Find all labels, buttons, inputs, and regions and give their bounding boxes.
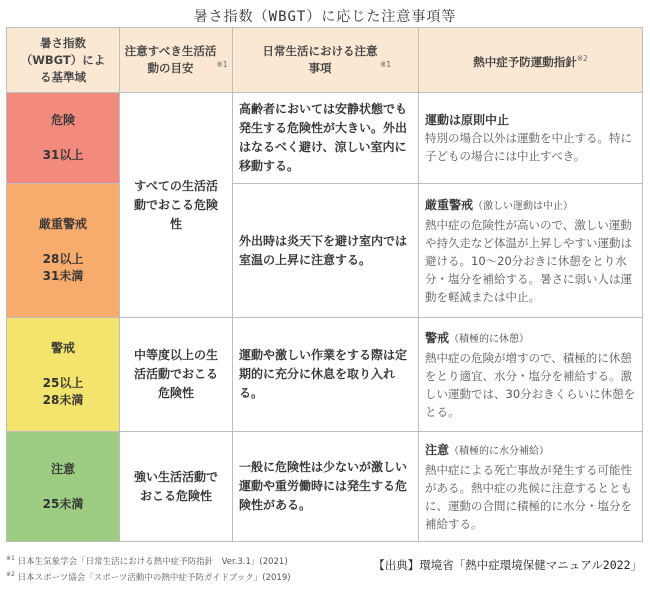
header-exercise-guideline	[419, 28, 643, 93]
exercise-body: 熱中症の危険性が高いので、激しい運動や持久走など体温が上昇しやすい運動は避ける。10～20分おきに休憩をとり水分・塩分を補給する。暑さに弱い人は運動を軽減または中止。	[425, 217, 632, 304]
daily-activity-cell	[120, 93, 233, 318]
footnote-1-mark: ※1	[6, 555, 15, 563]
footnote-mark: ※2	[576, 53, 588, 63]
header-wbgt-level	[7, 28, 120, 93]
daily-activity-text: すべての生活活動でおこる危険性	[133, 178, 218, 231]
level-name: 注意	[50, 461, 75, 476]
daily-life-text: 外出時は炎天下を避け室内では室温の上昇に注意する。	[239, 233, 408, 267]
level-range: 31未満	[42, 269, 84, 283]
exercise-sub: （激しい運動は中止）	[473, 200, 574, 212]
level-name: 危険	[50, 113, 75, 127]
level-range: 28未満	[42, 393, 84, 407]
exercise-body: 熱中症の危険が増すので、積極的に休憩をとり適宜、水分・塩分を補給する。激しい運動では、30分おきくらいに休憩をとる。	[425, 350, 636, 419]
footnote-2-mark: ※2	[6, 571, 15, 579]
level-cell-caution	[7, 432, 120, 542]
level-range: 25未満	[42, 496, 84, 511]
exercise-cell	[419, 93, 643, 184]
daily-life-text: 高齢者においては安静状態でも発生する危険性が大きい。外出はなるべく避け、涼しい室内に移動する。	[239, 102, 408, 173]
exercise-cell	[419, 318, 643, 432]
exercise-head: 厳重警戒	[425, 197, 474, 212]
level-row-danger	[7, 93, 643, 184]
header-wbgt-level-label: 暑さ指数（WBGT）による基準域	[20, 35, 106, 84]
wbgt-table	[6, 27, 643, 542]
header-daily-activity	[120, 28, 233, 93]
exercise-sub: （積極的に休憩）	[449, 333, 530, 345]
header-row	[7, 28, 643, 93]
exercise-sub: （積極的に水分補給）	[449, 445, 550, 457]
level-cell-severe	[7, 184, 120, 318]
exercise-cell	[419, 184, 643, 318]
level-row-warning	[7, 318, 643, 432]
level-row-severe	[7, 184, 643, 318]
level-range: 25以上	[42, 376, 84, 390]
level-range: 28以上	[42, 252, 84, 266]
daily-activity-text: 中等度以上の生活活動でおこる危険性	[133, 348, 218, 400]
daily-life-cell	[233, 432, 419, 542]
daily-life-cell	[233, 93, 419, 184]
level-name: 警戒	[50, 341, 75, 355]
level-row-caution	[7, 432, 643, 542]
daily-life-cell	[233, 318, 419, 432]
daily-life-cell	[233, 184, 419, 318]
daily-life-text: 運動や激しい作業をする際は定期的に充分に休息を取り入れる。	[239, 348, 408, 400]
level-name: 厳重警戒	[38, 217, 87, 231]
daily-activity-text: 強い生活活動でおこる危険性	[133, 469, 218, 503]
level-cell-warning	[7, 318, 120, 432]
page-title: 暑さ指数（WBGT）に応じた注意事項等	[193, 9, 457, 25]
footnote-1	[6, 555, 288, 567]
exercise-cell	[419, 432, 643, 542]
header-daily-life-label: 日常生活における注意事項	[262, 44, 378, 75]
level-range: 31以上	[42, 148, 84, 162]
header-daily-life	[233, 28, 419, 93]
header-exercise-guideline-label: 熱中症予防運動指針	[473, 54, 577, 69]
exercise-body: 熱中症による死亡事故が発生する可能性がある。熱中症の兆候に注意するとともに、運動の合間に積極的に水分・塩分を補給する。	[425, 462, 632, 531]
exercise-head: 警戒	[425, 330, 450, 345]
footnote-mark: ※1	[216, 60, 228, 70]
footnote-2	[6, 571, 291, 583]
footnote-1-text: 日本生気象学会「日常生活における熱中症予防指針 Ver.3.1」(2021)	[17, 557, 288, 567]
daily-activity-cell	[120, 318, 233, 432]
footnote-2-text: 日本スポーツ協会「スポーツ活動中の熱中症予防ガイドブック」(2019)	[17, 573, 291, 583]
exercise-head: 注意	[425, 442, 450, 457]
header-daily-activity-label: 注意すべき生活活動の目安	[124, 44, 217, 75]
daily-activity-cell	[120, 432, 233, 542]
daily-life-text: 一般に危険性は少ないが激しい運動や重労働時には発生する危険性がある。	[239, 460, 408, 512]
footnote-mark: ※1	[379, 60, 392, 70]
exercise-body: 特別の場合以外は運動を中止する。特に子どもの場合には中止すべき。	[425, 131, 632, 163]
source-citation: 【出典】環境省「熱中症環境保健マニュアル2022」	[373, 558, 642, 572]
exercise-head: 運動は原則中止	[425, 113, 510, 127]
level-cell-danger	[7, 93, 120, 184]
